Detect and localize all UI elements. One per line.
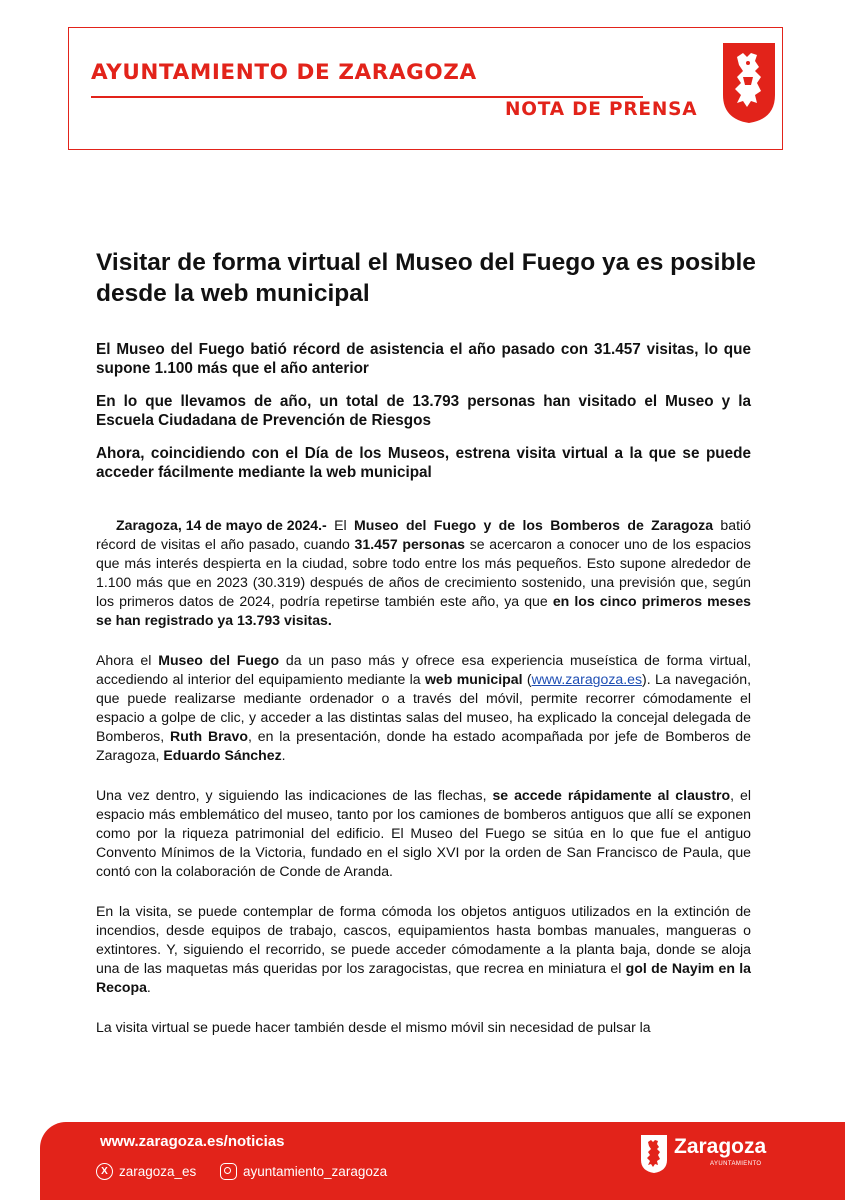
x-logo-icon: X [96, 1163, 113, 1180]
document-type: NOTA DE PRENSA [505, 99, 698, 120]
paragraph-5: La visita virtual se puede hacer también desde el mismo móvil sin necesidad de pulsar la [96, 1019, 651, 1035]
logo-wordmark: Zaragoza [674, 1135, 767, 1158]
paragraph-1: Zaragoza, 14 de mayo de 2024.- El Museo del Fuego y de los Bomberos de Zaragoza batió récord de visitas el año pasado, cuando 31.457 personas se acercaron a conocer uno de los espacios que más interés despierta en la ciudad, sobre todo entre los más pequeños. Esto supone alrededor de 1.100 más que en 2023 (30.319) después de años de crecimiento sostenido, una previsión que, según los primeros datos de 2024, podría repetirse también este año, ya que en los cinco primeros meses se han registrado ya 13.793 visitas. [96, 517, 752, 628]
headline: Visitar de forma virtual el Museo del Fuego ya es posible desde la web municipal [96, 249, 756, 307]
instagram-account[interactable] [220, 1161, 387, 1181]
paragraph-4: En la visita, se puede contemplar de forma cómoda los objetos antiguos utilizados en la extinción de incendios, desde equipos de trabajo, cascos, equipamientos hasta bombas manuales, mangueras o extintores. Y, siguiendo el recorrido, se puede acceder cómodamente a la planta baja, donde se aloja una de las maquetas más queridas por los zaragocistas, que recrea en miniatura el gol de Nayim en la Recopa. [96, 903, 752, 995]
subheading-2: En lo que llevamos de año, un total de 13.793 personas han visitado el Museo y la Escuela Ciudadana de Prevención de Riesgos [96, 393, 751, 429]
x-handle: zaragoza_es [119, 1163, 197, 1179]
municipal-website-link[interactable]: www.zaragoza.es [531, 671, 643, 687]
dateline: Zaragoza, 14 de mayo de 2024.- [116, 517, 327, 533]
subheadings [96, 340, 751, 496]
zaragoza-lion-crest-icon [721, 41, 777, 125]
logo-subtitle: AYUNTAMIENTO [710, 1161, 762, 1167]
subheading-1: El Museo del Fuego batió récord de asistencia el año pasado con 31.457 visitas, lo que supone 1.100 más que el año anterior [96, 341, 751, 377]
press-header [68, 27, 783, 150]
organization-name: AYUNTAMIENTO DE ZARAGOZA [91, 60, 477, 85]
x-account[interactable] [96, 1161, 196, 1181]
footer-bar [40, 1122, 845, 1200]
instagram-icon [220, 1163, 237, 1180]
lion-shield-icon [640, 1134, 668, 1174]
header-divider [91, 96, 643, 98]
instagram-handle: ayuntamiento_zaragoza [243, 1163, 388, 1179]
news-url-link[interactable]: www.zaragoza.es/noticias [100, 1133, 285, 1150]
paragraph-3: Una vez dentro, y siguiendo las indicaciones de las flechas, se accede rápidamente al claustro, el espacio más emblemático del museo, tanto por los camiones de bomberos antiguos que allí se exponen como por la riqueza patrimonial del edificio. El Museo del Fuego se sitúa en lo que fue el antiguo Convento Mínimos de la Victoria, fundado en el siglo XVI por la orden de San Francisco de Paula, que contó con la colaboración de Conde de Aranda. [96, 787, 751, 879]
subheading-3: Ahora, coincidiendo con el Día de los Museos, estrena visita virtual a la que se puede acceder fácilmente mediante la web municipal [96, 445, 751, 481]
paragraph-2: Ahora el Museo del Fuego da un paso más y ofrece esa experiencia museística de forma virtual, accediendo al interior del equipamiento mediante la web municipal (www.zaragoza.es). La navegación, que puede realizarse mediante ordenador o a través del móvil, permite recorrer cómodamente el espacio a golpe de clic, y acceder a las distintas salas del museo, ha explicado la concejal delegada de Bomberos, Ruth Bravo, en la presentación, donde ha estado acompañada por jefe de Bomberos de Zaragoza, Eduardo Sánchez. [96, 652, 752, 763]
zaragoza-logo [640, 1132, 790, 1182]
article-body [96, 516, 751, 1058]
